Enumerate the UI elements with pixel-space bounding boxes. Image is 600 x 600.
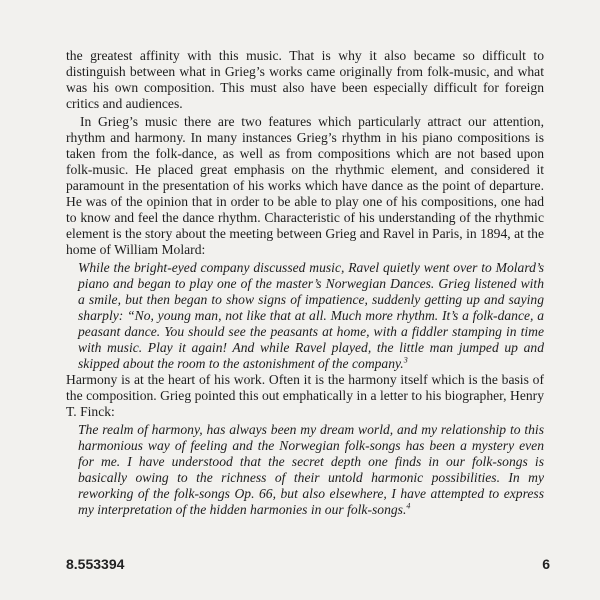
footnote-marker-3: 3 [403,355,408,365]
footnote-marker-4: 4 [406,501,411,511]
paragraph-2: In Grieg’s music there are two features which particularly attract our attention, rhythm and harmony. In many instances Grieg’s rhythm in his piano compositions is taken from the folk-dance, as well as from compositions which are not based upon folk-music. He placed great emphasis on the rhythmic element, and considered it paramount in the presentation of his works which have dance as the point of departure. He was of the opinion that in order to be able to play one of his compositions, one had to know and feel the dance rhythm. Characteristic of his understanding of the rhythmic element is the story about the meeting between Grieg and Ravel in Paris, in 1894, at the home of William Molard: [66,114,544,257]
paragraph-3: Harmony is at the heart of his work. Often it is the harmony itself which is the basis of the composition. Grieg pointed this out emphatically in a letter to his biographer, Henry T. Finck: [66,372,544,419]
quote-harmony [78,422,544,518]
page-number: 6 [542,556,550,572]
body-text [66,48,544,518]
quote-ravel [78,260,544,372]
quote-harmony-text: The realm of harmony, has always been my dream world, and my relationship to this harmonious way of feeling and the Norwegian folk-songs has been a mystery even for me. I have understood that the secret depth one finds in our folk-songs is basically owing to the richness of their untold harmonic possibilities. In my reworking of the folk-songs Op. 66, but also elsewhere, I have attempted to express my interpretation of the hidden harmonies in our folk-songs. [78,422,544,517]
quote-ravel-text: While the bright-eyed company discussed music, Ravel quietly went over to Molard’s piano and began to play one of the master’s Norwegian Dances. Grieg listened with a smile, but then began to show signs of impatience, suddenly getting up and saying sharply: “No, young man, not like that at all. Much more rhythm. It’s a folk-dance, a peasant dance. You should see the peasants at home, with a fiddler stamping in time with music. Play it again! And while Ravel played, the little man jumped up and skipped about the room to the astonishment of the company. [78,260,544,371]
paragraph-1: the greatest affinity with this music. That is why it also became so difficult to distinguish between what in Grieg’s works came originally from folk-music, and what was his own composition. This must also have been especially difficult for foreign critics and audiences. [66,48,544,111]
catalog-number: 8.553394 [66,556,125,572]
